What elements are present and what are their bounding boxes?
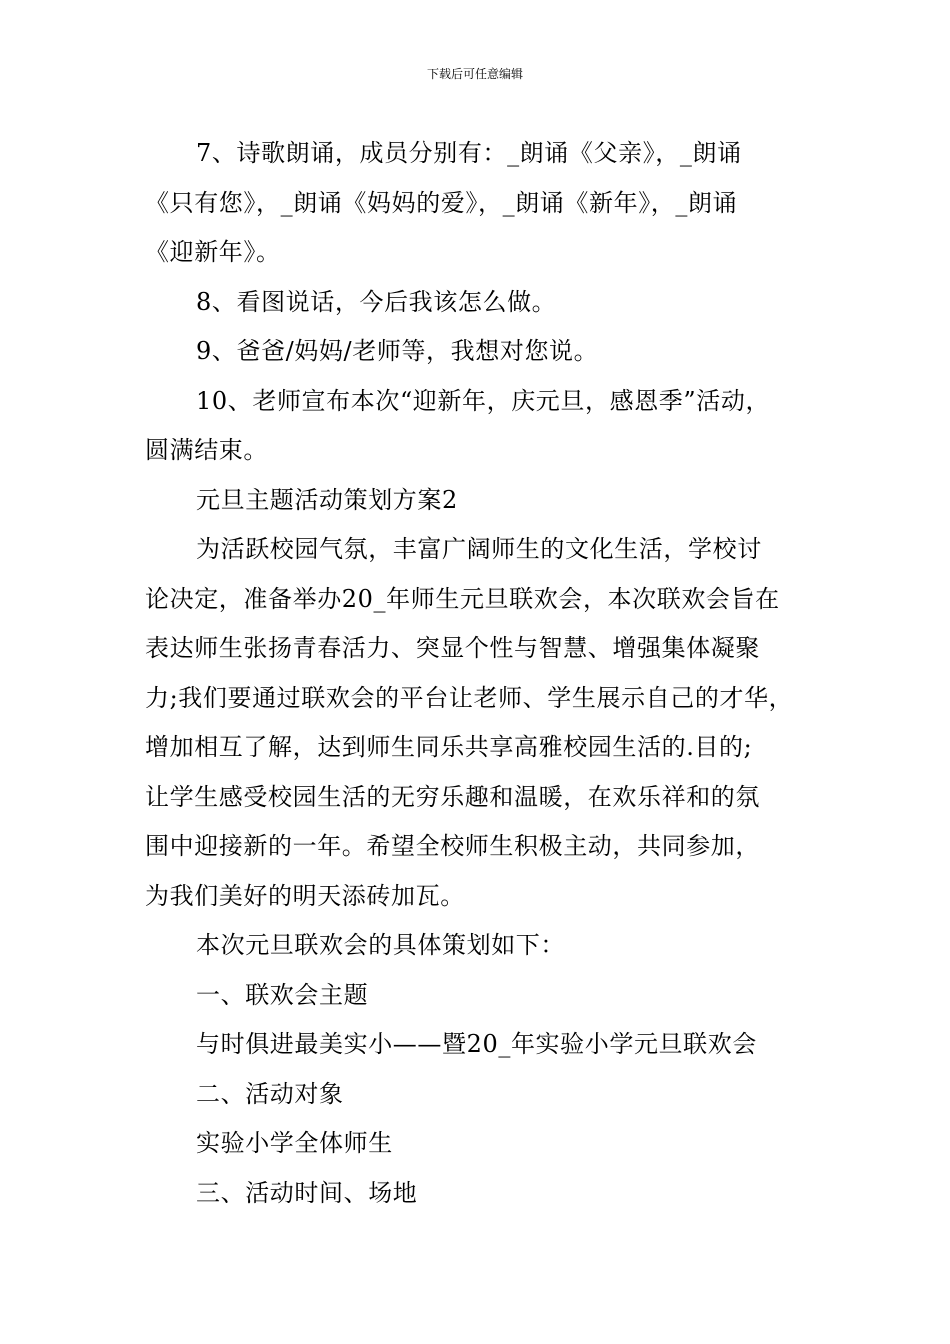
paragraph-line: 8、看图说话，今后我该怎么做。 xyxy=(196,287,557,316)
heading-line: 一、联欢会主题 xyxy=(196,980,369,1009)
paragraph-line: 力;我们要通过联欢会的平台让老师、学生展示自己的才华， xyxy=(145,683,794,712)
paragraph-line: 本次元旦联欢会的具体策划如下： xyxy=(196,931,565,959)
heading-line: 三、活动时间、场地 xyxy=(196,1178,418,1207)
paragraph-line: 7、诗歌朗诵，成员分别有：_朗诵《父亲》，_朗诵 xyxy=(196,139,742,167)
paragraph-line: 让学生感受校园生活的无穷乐趣和温暖，在欢乐祥和的氛 xyxy=(145,782,760,811)
paragraph-line: 9、爸爸/妈妈/老师等，我想对您说。 xyxy=(196,337,599,365)
paragraph-line: 与时俱进最美实小——暨20_年实验小学元旦联欢会 xyxy=(196,1030,757,1058)
document-body xyxy=(145,129,830,1218)
page-header: 下载后可任意编辑 xyxy=(426,67,523,81)
paragraph-line: 表达师生张扬青春活力、突显个性与智慧、增强集体凝聚 xyxy=(145,634,760,662)
paragraph-line: 为我们美好的明天添砖加瓦。 xyxy=(145,881,465,910)
paragraph-line: 圆满结束。 xyxy=(145,436,268,464)
paragraph-line: 《迎新年》。 xyxy=(145,238,281,266)
paragraph-line: 增加相互了解，达到师生同乐共享高雅校园生活的.目的; xyxy=(145,733,753,761)
section-title: 元旦主题活动策划方案2 xyxy=(196,485,458,514)
paragraph-line: 10、老师宣布本次“迎新年，庆元旦，感恩季”活动， xyxy=(196,386,771,415)
paragraph-line: 为活跃校园气氛，丰富广阔师生的文化生活，学校讨 xyxy=(196,535,762,563)
paragraph-line: 围中迎接新的一年。希望全校师生积极主动，共同参加， xyxy=(145,832,760,860)
paragraph-line: 《只有您》，_朗诵《妈妈的爱》，_朗诵《新年》，_朗诵 xyxy=(145,188,738,217)
heading-line: 二、活动对象 xyxy=(196,1079,344,1108)
paragraph-line: 实验小学全体师生 xyxy=(196,1129,393,1157)
paragraph-line: 论决定，准备举办20_年师生元旦联欢会，本次联欢会旨在 xyxy=(145,584,780,613)
